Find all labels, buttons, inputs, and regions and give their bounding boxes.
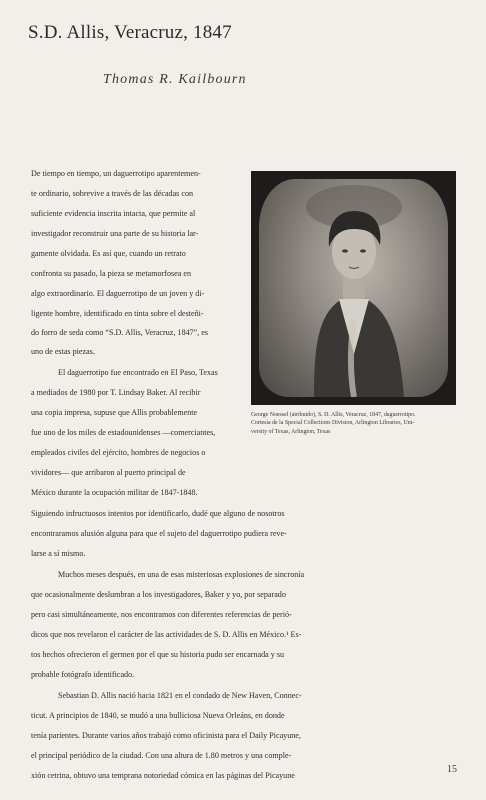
body-line: pero casi simultáneamente, nos encontramos con diferentes referencias de perió- <box>31 610 292 619</box>
body-line: a mediados de 1980 por T. Lindsay Baker. Al recibir <box>31 388 201 397</box>
body-line: fue uno de los miles de estadounidenses —comerciantes, <box>31 428 216 437</box>
body-line: El daguerrotipo fue encontrado en El Paso, Texas <box>58 368 218 377</box>
page-number: 15 <box>447 764 457 775</box>
daguerreotype-image <box>251 171 456 405</box>
body-line: empleados civiles del ejército, hombres de negocios o <box>31 448 206 457</box>
body-line: Sebastian D. Allis nació hacia 1821 en el condado de New Haven, Connec- <box>58 691 302 700</box>
body-line: tos hechos ofrecieron el germen por el que su historia pudo ser encarnada y su <box>31 650 285 659</box>
body-line: tenía parientes. Durante varios años trabajó como oficinista para el Daily Picayune, <box>31 731 301 740</box>
body-line: que ocasionalmente deslumbran a los investigadores, Baker y yo, por separado <box>31 590 286 599</box>
body-line: encontraramos alusión alguna para que el sujeto del daguerrotipo pudiera reve- <box>31 529 287 538</box>
body-line: xión cetrina, obtuvo una temprana notoriedad cómica en las páginas del Picayune <box>31 771 295 780</box>
article-author: Thomas R. Kailbourn <box>103 72 247 87</box>
caption-line: Cortesía de la Special Collections Division, Arlington Libraries, Uni- <box>251 420 415 427</box>
body-line: gamente olvidada. Es así que, cuando un retrato <box>31 249 186 258</box>
body-line: el principal periódico de la ciudad. Con una altura de 1.80 metros y una comple- <box>31 751 292 760</box>
body-line: uno de estas piezas. <box>31 347 95 356</box>
image-caption <box>251 411 461 436</box>
body-line: vividores— que arribaron al puerto principal de <box>31 468 186 477</box>
body-line: te ordinario, sobrevive a través de las décadas con <box>31 189 194 198</box>
body-line: Siguiendo infructuosos intentos por identificarlo, dudé que alguno de nosotros <box>31 509 285 518</box>
daguerreotype-plate <box>259 179 448 397</box>
body-line: Muchos meses después, en una de esas misteriosas explosiones de sincronía <box>58 570 305 579</box>
body-line: De tiempo en tiempo, un daguerrotipo aparentemen- <box>31 169 201 178</box>
body-line: larse a sí mismo. <box>31 549 86 558</box>
body-line: investigador reconstruir una parte de su historia lar- <box>31 229 199 238</box>
body-line: dicos que nos revelaron el carácter de las actividades de S. D. Allis en México.¹ Es- <box>31 630 302 639</box>
body-line: probable fotógrafo identificado. <box>31 670 135 679</box>
body-line: ticut. A principios de 1840, se mudó a una bulliciosa Nueva Orleáns, en donde <box>31 711 285 720</box>
body-line: do forro de seda como “S.D. Allis, Veracruz, 1847”, es <box>31 328 208 337</box>
body-line: una copia impresa, supuse que Allis probablemente <box>31 408 198 417</box>
caption-line: versity of Texas, Arlington, Texas <box>251 428 331 435</box>
body-line: ligente hombre, identificado en tinta sobre el desteñi- <box>31 309 204 318</box>
caption-line: George Noessel (atribuido), S. D. Allis, Veracruz, 1847, daguerrotipo. <box>251 412 416 418</box>
portrait-figure <box>259 179 448 397</box>
body-line: algo extraordinario. El daguerrotipo de un joven y di- <box>31 289 205 298</box>
body-line: confronta su pasado, la pieza se metamorfosea en <box>31 269 192 278</box>
article-title: S.D. Allis, Veracruz, 1847 <box>28 22 232 43</box>
body-line: México durante la ocupación militar de 1847-1848. <box>31 488 198 497</box>
body-line: suficiente evidencia inscrita intacta, que permite al <box>31 209 196 218</box>
